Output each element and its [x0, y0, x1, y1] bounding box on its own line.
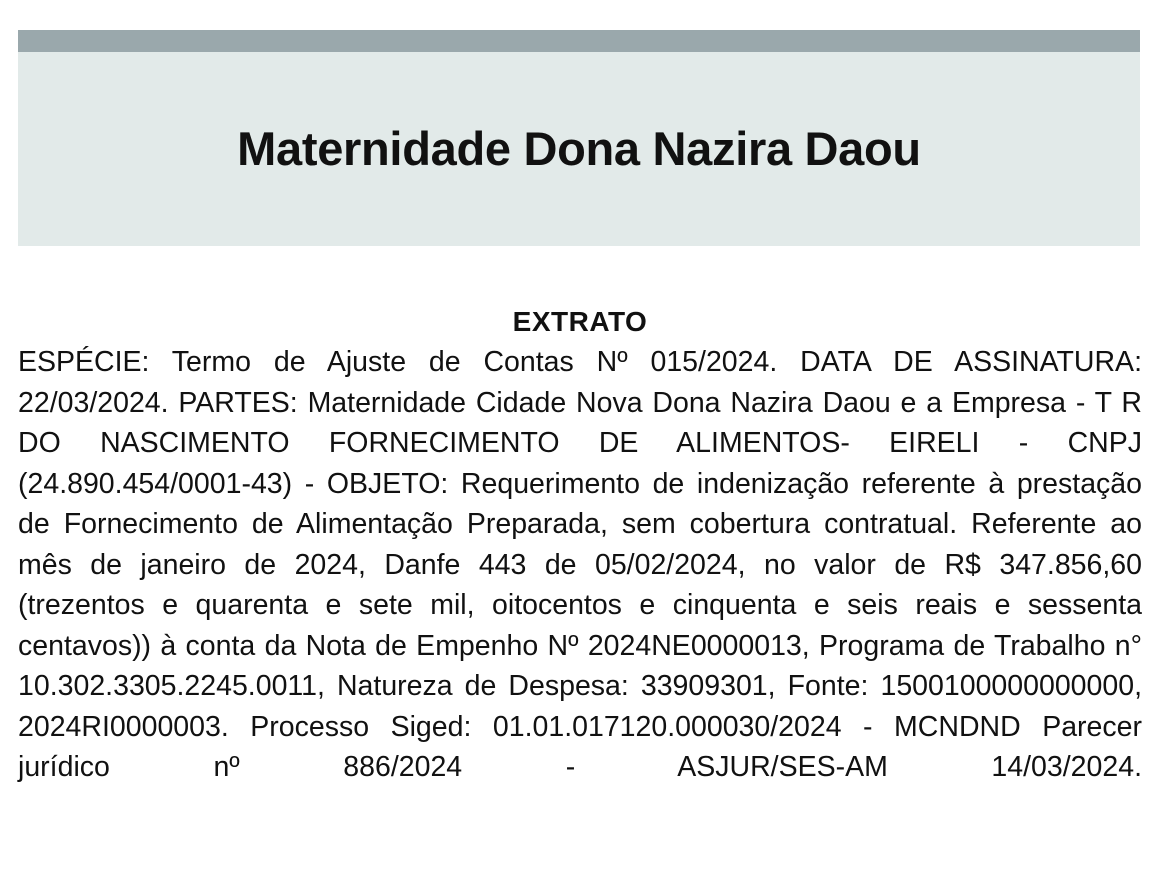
document-header	[18, 30, 1140, 246]
section-heading: EXTRATO	[512, 306, 648, 337]
page-title: Maternidade Dona Nazira Daou	[237, 122, 921, 176]
header-accent-bar	[18, 30, 1140, 52]
left-margin	[0, 0, 18, 895]
header-title-band	[18, 52, 1140, 246]
section-body-text: ESPÉCIE: Termo de Ajuste de Contas Nº 015/2024. DATA DE ASSINATURA: 22/03/2024. PARTES: Maternidade Cidade Nova Dona Nazira Daou e a Empresa - T R DO NASCIMENTO FORNECIMENTO DE ALIMENTOS- EIRELI - CNPJ (24.890.454/0001-43) - OBJETO: Requerimento de indenização referente à prestação de Fornecimento de Alimentação Preparada, sem cobertura contratual. Referente ao mês de janeiro de 2024, Danfe 443 de 05/02/2024, no valor de R$ 347.856,60 (trezentos e quarenta e sete mil, oitocentos e cinquenta e seis reais e sessenta centavos)) à conta da Nota de Empenho Nº 2024NE0000013, Programa de Trabalho n° 10.302.3305.2245.0011, Natureza de Despesa: 33909301, Fonte: 1500100000000000, 2024RI0000003. Processo Siged: 01.01.017120.000030/2024 - MCNDND Parecer jurídico nº 886/2024 - ASJUR/SES-AM 14/03/2024.	[18, 346, 1142, 783]
document-body	[18, 296, 1142, 828]
